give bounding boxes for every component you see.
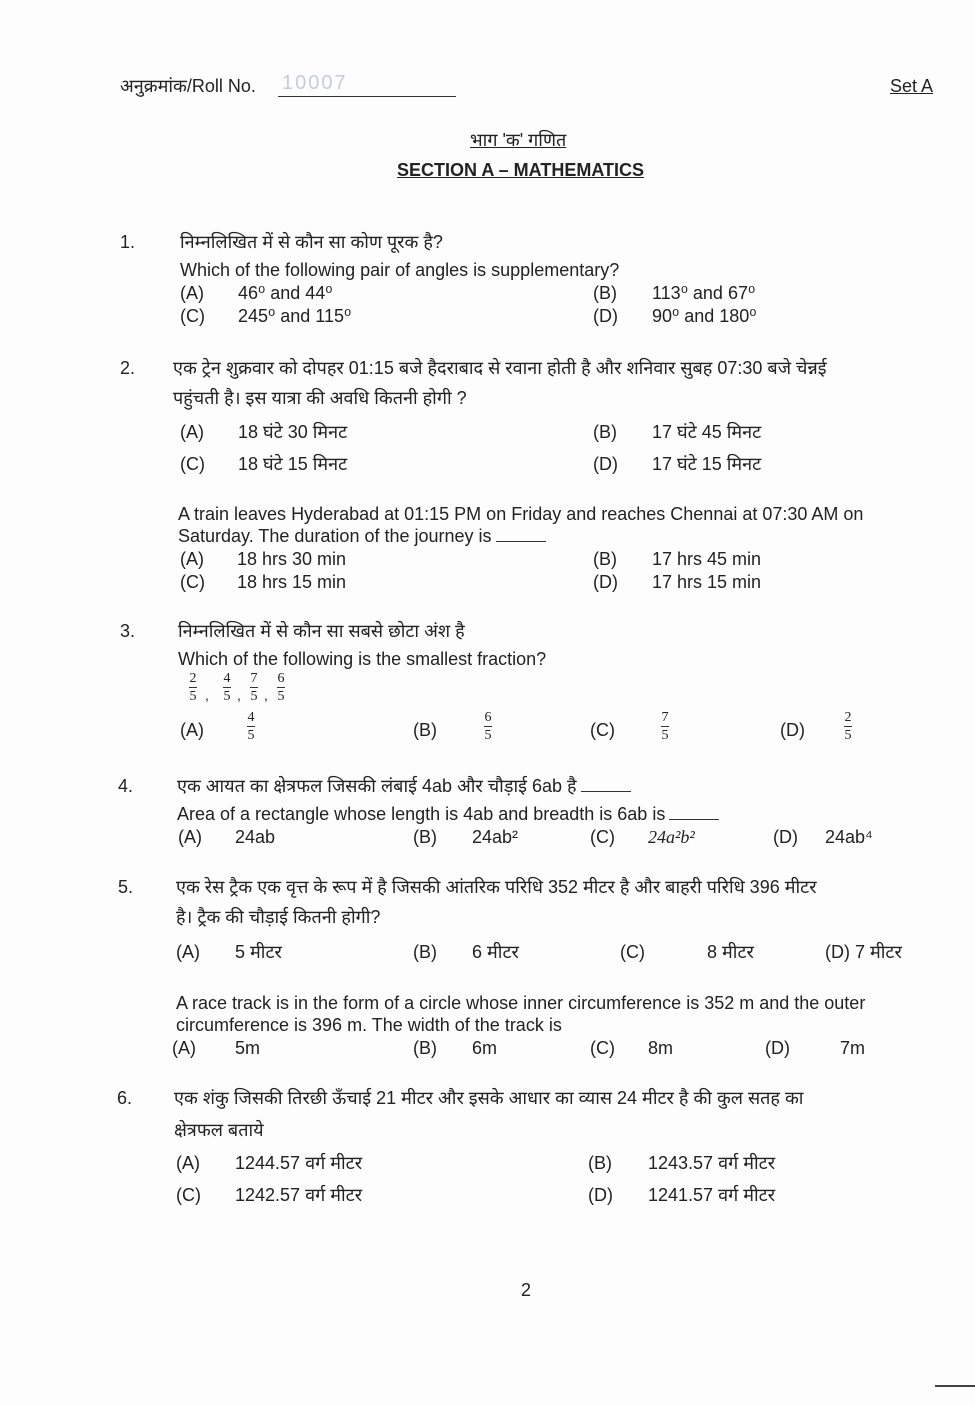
option-label: (D)	[773, 827, 798, 847]
option-label: (D)	[588, 1185, 613, 1205]
question-text-hindi: पहुंचती है। इस यात्रा की अवधि कितनी होगी ?	[173, 388, 467, 408]
option-label: (C)	[180, 454, 205, 474]
fraction	[250, 672, 258, 703]
option-label: (B)	[588, 1153, 612, 1173]
option-label: (A)	[172, 1038, 196, 1058]
option-label: (B)	[413, 942, 437, 962]
denominator: 5	[189, 689, 197, 704]
fraction	[223, 672, 231, 703]
option-label: (C)	[590, 720, 615, 740]
question-text: circumference is 396 m. The width of the track is	[176, 1015, 562, 1035]
question-number: 5.	[118, 877, 134, 897]
option-text: 1244.57 वर्ग मीटर	[235, 1153, 363, 1173]
option-label: (C)	[180, 306, 205, 326]
denominator: 5	[247, 728, 255, 743]
option-label: (C)	[590, 827, 615, 847]
option-text: 113⁰ and 67⁰	[652, 283, 756, 303]
option-text: 7m	[840, 1038, 866, 1058]
question-text: A train leaves Hyderabad at 01:15 PM on Friday and reaches Chennai at 07:30 AM on	[178, 504, 864, 524]
comma: ,	[237, 687, 241, 703]
roll-label: अनुक्रमांक/Roll No.	[120, 76, 256, 96]
option-label: (C)	[176, 1185, 201, 1205]
option-text: 46⁰ and 44⁰	[238, 283, 333, 303]
numerator: 2	[844, 710, 852, 725]
option-text: 17 hrs 15 min	[652, 572, 762, 592]
question-text-hindi: एक शंकु जिसकी तिरछी ऊँचाई 21 मीटर और इसके आधार का व्यास 24 मीटर है की कुल सतह का	[174, 1088, 804, 1108]
option-label: (B)	[413, 1038, 437, 1058]
option-label: (A)	[180, 549, 204, 569]
numerator: 4	[247, 710, 255, 725]
option-text: 24ab²	[472, 827, 519, 847]
option-text: 17 hrs 45 min	[652, 549, 762, 569]
fraction	[277, 672, 285, 703]
section-title-hindi: भाग 'क' गणित	[470, 130, 567, 150]
option-text: 5m	[235, 1038, 261, 1058]
option-label: (A)	[176, 1153, 200, 1173]
option-text: 17 घंटे 15 मिनट	[652, 454, 762, 474]
question-text	[178, 525, 546, 547]
option-label: (A)	[180, 422, 204, 442]
option-text: 1243.57 वर्ग मीटर	[648, 1153, 776, 1173]
option-label: (C)	[590, 1038, 615, 1058]
numerator: 2	[189, 671, 197, 686]
question-text-hindi: निम्नलिखित में से कौन सा कोण पूरक है?	[180, 232, 443, 252]
question-text-hindi: क्षेत्रफल बताये	[174, 1120, 264, 1140]
page-edge	[935, 1385, 975, 1387]
roll-number-line	[278, 96, 456, 97]
question-text	[177, 803, 719, 825]
option-text: 24ab	[235, 827, 276, 847]
question-text-hindi: एक रेस ट्रैक एक वृत्त के रूप में है जिसकी आंतरिक परिधि 352 मीटर है और बाहरी परिधि 396 मीटर	[176, 877, 817, 897]
option-text: 245⁰ and 115⁰	[238, 306, 352, 326]
question-text-hindi	[177, 775, 631, 797]
question-text: A race track is in the form of a circle whose inner circumference is 352 m and the outer	[176, 993, 866, 1013]
question-text: Which of the following is the smallest fraction?	[178, 649, 547, 669]
fraction	[661, 711, 669, 742]
numerator: 4	[223, 671, 231, 686]
numerator: 6	[484, 710, 492, 725]
option-text: 8 मीटर	[707, 942, 754, 962]
option-text: 24a²b²	[648, 827, 695, 847]
question-number: 1.	[120, 232, 136, 252]
question-text-line: Area of a rectangle whose length is 4ab and breadth is 6ab is	[177, 804, 666, 824]
question-number: 4.	[118, 776, 134, 796]
option-text: 5 मीटर	[235, 942, 282, 962]
question-text-line: Saturday. The duration of the journey is	[178, 526, 492, 546]
option-label: (C)	[180, 572, 205, 592]
option-label: (B)	[593, 422, 617, 442]
option-label: (B)	[413, 720, 437, 740]
option-label: (D)	[593, 572, 618, 592]
fraction	[484, 711, 492, 742]
option-label: (A)	[180, 720, 204, 740]
option-text: 18 hrs 30 min	[237, 549, 347, 569]
answer-blank	[496, 540, 546, 542]
denominator: 5	[277, 689, 285, 704]
option-text: 24ab⁴	[825, 827, 873, 847]
option-text: 18 घंटे 30 मिनट	[238, 422, 348, 442]
denominator: 5	[250, 689, 258, 704]
comma: ,	[205, 687, 209, 703]
option-text: 90⁰ and 180⁰	[652, 306, 757, 326]
option-text: 8m	[648, 1038, 674, 1058]
option-label: (A)	[178, 827, 202, 847]
fraction	[247, 711, 255, 742]
option-text: 1242.57 वर्ग मीटर	[235, 1185, 363, 1205]
option-label: (B)	[593, 549, 617, 569]
question-number: 6.	[117, 1088, 133, 1108]
answer-blank	[669, 818, 719, 820]
question-text-hindi: निम्नलिखित में से कौन सा सबसे छोटा अंश है	[178, 621, 465, 641]
roll-number-stamp: 10007	[282, 72, 348, 94]
set-label: Set A	[890, 76, 934, 96]
page-number: 2	[521, 1280, 532, 1300]
question-number: 2.	[120, 358, 136, 378]
option-label: (B)	[593, 283, 617, 303]
option-text: 18 घंटे 15 मिनट	[238, 454, 348, 474]
denominator: 5	[844, 728, 852, 743]
numerator: 6	[277, 671, 285, 686]
option-label: (D)	[593, 454, 618, 474]
option-label: (B)	[413, 827, 437, 847]
numerator: 7	[250, 671, 258, 686]
question-text-line: एक आयत का क्षेत्रफल जिसकी लंबाई 4ab और चौड़ाई 6ab है	[177, 776, 577, 796]
option-text: 6m	[472, 1038, 498, 1058]
option-label: (D)	[765, 1038, 790, 1058]
option-text: 6 मीटर	[472, 942, 519, 962]
section-title: SECTION A – MATHEMATICS	[397, 160, 644, 180]
question-number: 3.	[120, 621, 136, 641]
answer-blank	[581, 790, 631, 792]
option-label: (A)	[176, 942, 200, 962]
question-text-hindi: है। ट्रैक की चौड़ाई कितनी होगी?	[176, 907, 381, 927]
fraction	[844, 711, 852, 742]
numerator: 7	[661, 710, 669, 725]
question-text-hindi: एक ट्रेन शुक्रवार को दोपहर 01:15 बजे हैदराबाद से रवाना होती है और शनिवार सुबह 07:30 बजे चेन्नई	[173, 358, 827, 378]
option-text: 1241.57 वर्ग मीटर	[648, 1185, 776, 1205]
option-label: (D)	[593, 306, 618, 326]
option-label: (D)	[780, 720, 805, 740]
denominator: 5	[223, 689, 231, 704]
option-text: 17 घंटे 45 मिनट	[652, 422, 762, 442]
option-text: 18 hrs 15 min	[237, 572, 347, 592]
fraction	[189, 672, 197, 703]
denominator: 5	[661, 728, 669, 743]
option-label: (A)	[180, 283, 204, 303]
question-text: Which of the following pair of angles is supplementary?	[180, 260, 620, 280]
denominator: 5	[484, 728, 492, 743]
option-label: (C)	[620, 942, 645, 962]
comma: ,	[264, 687, 268, 703]
option-label: (D) 7 मीटर	[825, 942, 902, 962]
